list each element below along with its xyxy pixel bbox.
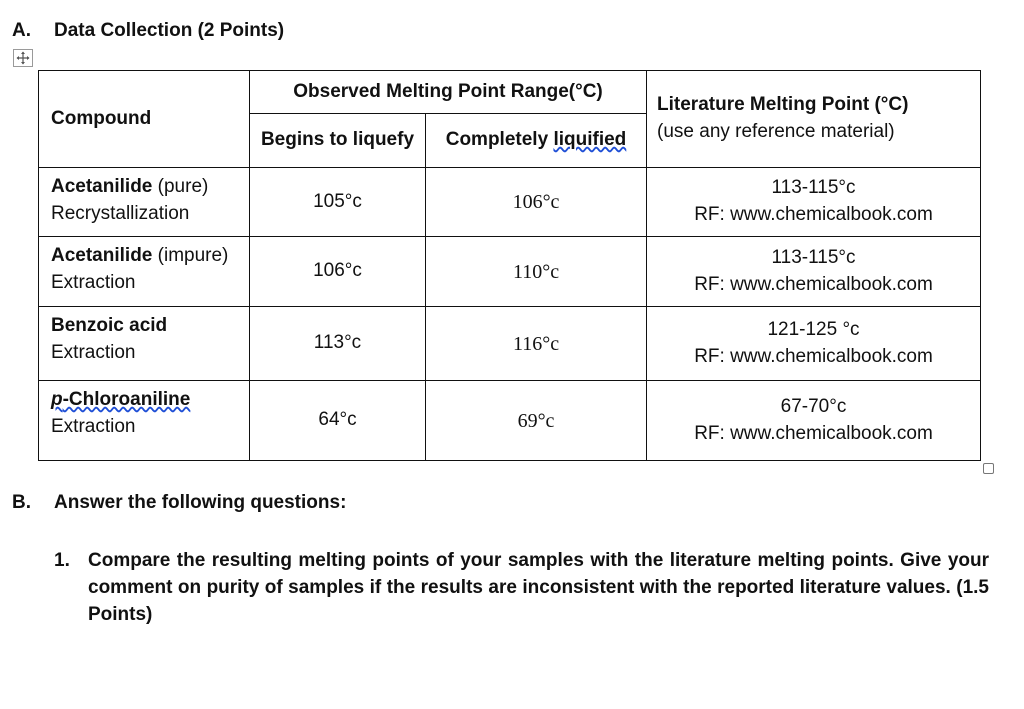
compound-cell [39, 237, 250, 307]
header-observed: Observed Melting Point Range(°C) [250, 71, 647, 114]
melting-point-table [38, 70, 981, 461]
compound-cell [39, 381, 250, 461]
compound-cell [39, 307, 250, 381]
section-b-heading [12, 492, 346, 514]
section-a-heading [12, 20, 284, 42]
table-move-icon[interactable] [13, 49, 33, 67]
complete-value: 110°c [426, 237, 647, 307]
complete-value: 116°c [426, 307, 647, 381]
complete-value: 106°c [426, 168, 647, 237]
table-row [39, 307, 981, 381]
literature-range: 113-115°c [771, 177, 856, 199]
compound-method: Extraction [51, 271, 136, 293]
begins-value: 64°c [250, 381, 426, 461]
header-literature [647, 71, 981, 168]
question-1 [54, 548, 989, 629]
header-literature-line2: (use any reference material) [657, 121, 895, 142]
question-1-number: 1. [54, 550, 70, 571]
table-row [39, 168, 981, 237]
question-1-text: Compare the resulting melting points of your samples with the literature melting points. Give your comment on purity of samples if the results are inconsistent with the reported literature values. (1.5 Points) [88, 550, 989, 625]
literature-reference: RF: www.chemicalbook.com [694, 345, 933, 367]
compound-qualifier: (pure) [152, 176, 209, 197]
literature-cell [647, 168, 981, 237]
compound-name: Acetanilide [51, 245, 153, 266]
begins-value: 113°c [250, 307, 426, 381]
compound-name-underlined [51, 389, 190, 410]
begins-value: 105°c [250, 168, 426, 237]
section-a-letter: A. [12, 20, 31, 41]
header-complete-misspelled: liquified [553, 129, 627, 151]
begins-value: 106°c [250, 237, 426, 307]
table-row [39, 381, 981, 461]
compound-name: Benzoic acid [51, 315, 168, 336]
compound-name: -Chloroaniline [62, 389, 191, 410]
literature-cell [647, 307, 981, 381]
literature-cell [647, 237, 981, 307]
table-resize-icon[interactable] [983, 463, 994, 474]
compound-name: Acetanilide [51, 176, 153, 197]
section-a-title: Data Collection (2 Points) [54, 20, 285, 41]
section-b-title: Answer the following questions: [54, 492, 347, 513]
header-literature-line1: Literature Melting Point (°C) [657, 94, 909, 116]
literature-cell [647, 381, 981, 461]
header-begins: Begins to liquefy [250, 114, 426, 168]
complete-value: 69°c [426, 381, 647, 461]
literature-reference: RF: www.chemicalbook.com [694, 204, 933, 225]
header-complete-label [446, 129, 627, 150]
literature-reference: RF: www.chemicalbook.com [694, 273, 933, 295]
literature-range: 121-125 °c [767, 318, 860, 340]
compound-method: Recrystallization [51, 202, 190, 224]
compound-name-prefix: p [51, 389, 63, 410]
compound-cell [39, 168, 250, 237]
literature-range: 113-115°c [771, 246, 856, 268]
move-arrows-icon [16, 51, 30, 65]
compound-method: Extraction [51, 341, 136, 363]
compound-method: Extraction [51, 415, 136, 437]
literature-reference: RF: www.chemicalbook.com [694, 422, 933, 444]
section-b-letter: B. [12, 492, 31, 513]
literature-range: 67-70°c [780, 395, 847, 417]
table-row [39, 237, 981, 307]
compound-qualifier: (impure) [152, 245, 229, 266]
header-compound: Compound [39, 71, 250, 168]
header-complete-prefix: Completely [445, 129, 554, 151]
header-complete [426, 114, 647, 168]
